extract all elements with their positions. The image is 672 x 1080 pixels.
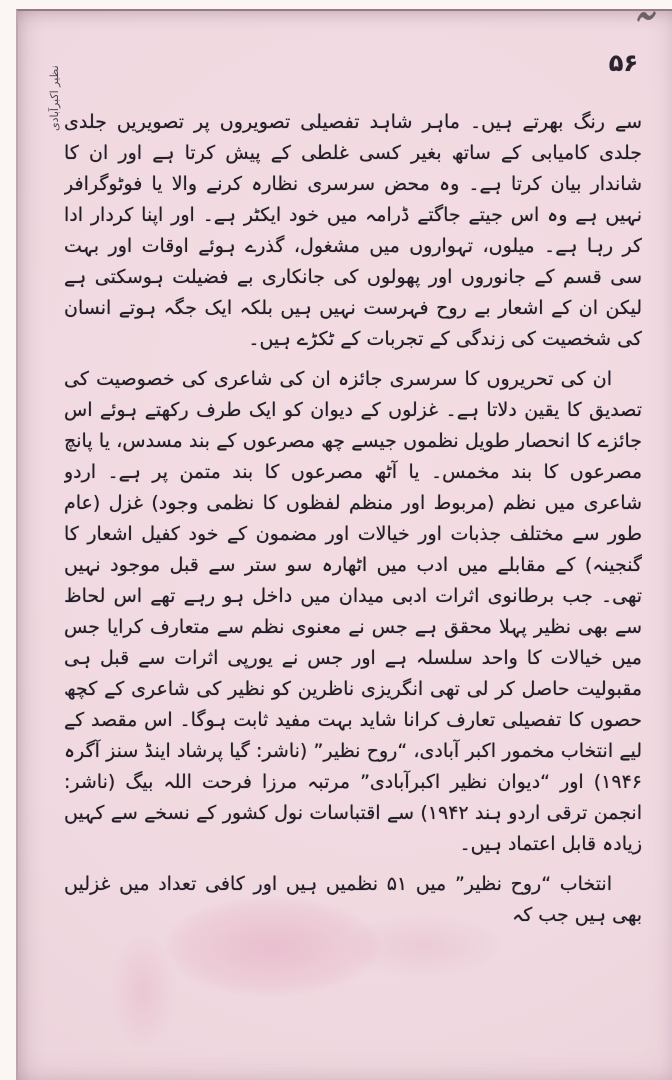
body-paragraph: انتخاب “روح نظیر” میں ۵۱ نظمیں ہیں اور کافی تعداد میں غزلیں بھی ہیں جب کہ	[64, 873, 642, 926]
body-paragraph: ان کی تحریروں کا سرسری جائزہ ان کی شاعری کی خصوصیت کی تصدیق کا یقین دلاتا ہے۔ غزلوں کے دیوان کو ایک طرف رکھتے ہوئے اس جائزے کا انحصار طویل نظموں جیسے چھ مصرعوں کے بند مسدس، یا پانچ مصرعوں کا بند مخمس۔ یا آٹھ مصرعوں کا بند متمن پر ہے۔ اردو شاعری میں نظم (مربوط اور منظم لفظوں کا نظمی وجود) غزل (عام طور سے مختلف جذبات اور خیالات اور مضمون کے خود کفیل اشعار کا گنجینہ) کے مقابلے میں ادب میں اٹھارہ سو ستر سے قبل موجود نہیں تھی۔ جب برطانوی اثرات ادبی میدان میں داخل ہو رہے تھے اس لحاظ سے بھی نظیر پہلا محقق ہے جس نے معنوی نظم سے متعارف کرایا جس میں خیالات کا واحد سلسلہ ہے اور جس نے یورپی اثرات سے قبل ہی مقبولیت حاصل کر لی تھی انگریزی ناظرین کو نظیر کی شاعری کے کچھ حصوں کا تفصیلی تعارف کرانا شاید بہت مفید ثابت ہوگا۔ اس مقصد کے لیے انتخاب مخمور اکبر آبادی، “روح نظیر” (ناشر: گیا پرشاد اینڈ سنز آگرہ ۱۹۴۶) اور “دیوان نظیر اکبرآبادی” مرتبہ مرزا فرحت اللہ بیگ (ناشر: انجمن ترقی اردو ہند ۱۹۴۲) سے اقتباسات نول کشور کے نسخے سے کہیں زیادہ قابل اعتماد ہیں۔	[64, 368, 642, 855]
running-title: نظیر اکبرآبادی	[48, 65, 61, 131]
page-number: ۵۶	[608, 49, 638, 77]
body-text	[64, 107, 642, 1054]
corner-ink-mark	[634, 6, 660, 26]
body-paragraph: سے رنگ بھرتے ہیں۔ ماہر شاہد تفصیلی تصویروں پر تصویریں جلدی جلدی کامیابی کے ساتھ بغیر کسی غلطی کے پیش کرتا ہے اور ان کا شاندار بیان کرتا ہے۔ وہ محض سرسری نظارہ کرنے والا یا فوٹوگرافر نہیں ہے وہ اس جیتے جاگتے ڈرامہ میں خود ایکٹر ہے۔ اور اپنا کردار ادا کر رہا ہے۔ میلوں، تہواروں میں مشغول، گذرے ہوئے اوقات اور بہت سی قسم کے جانوروں اور پھولوں کی جانکاری بے فضیلت ہوسکتی ہے لیکن ان کے اشعار بے روح فہرست نہیں ہیں بلکہ ایک جگہ ہوتے انسان کی شخصیت کی زندگی کے تجربات کے ٹکڑے ہیں۔	[64, 111, 642, 350]
page-surface	[16, 9, 672, 1080]
